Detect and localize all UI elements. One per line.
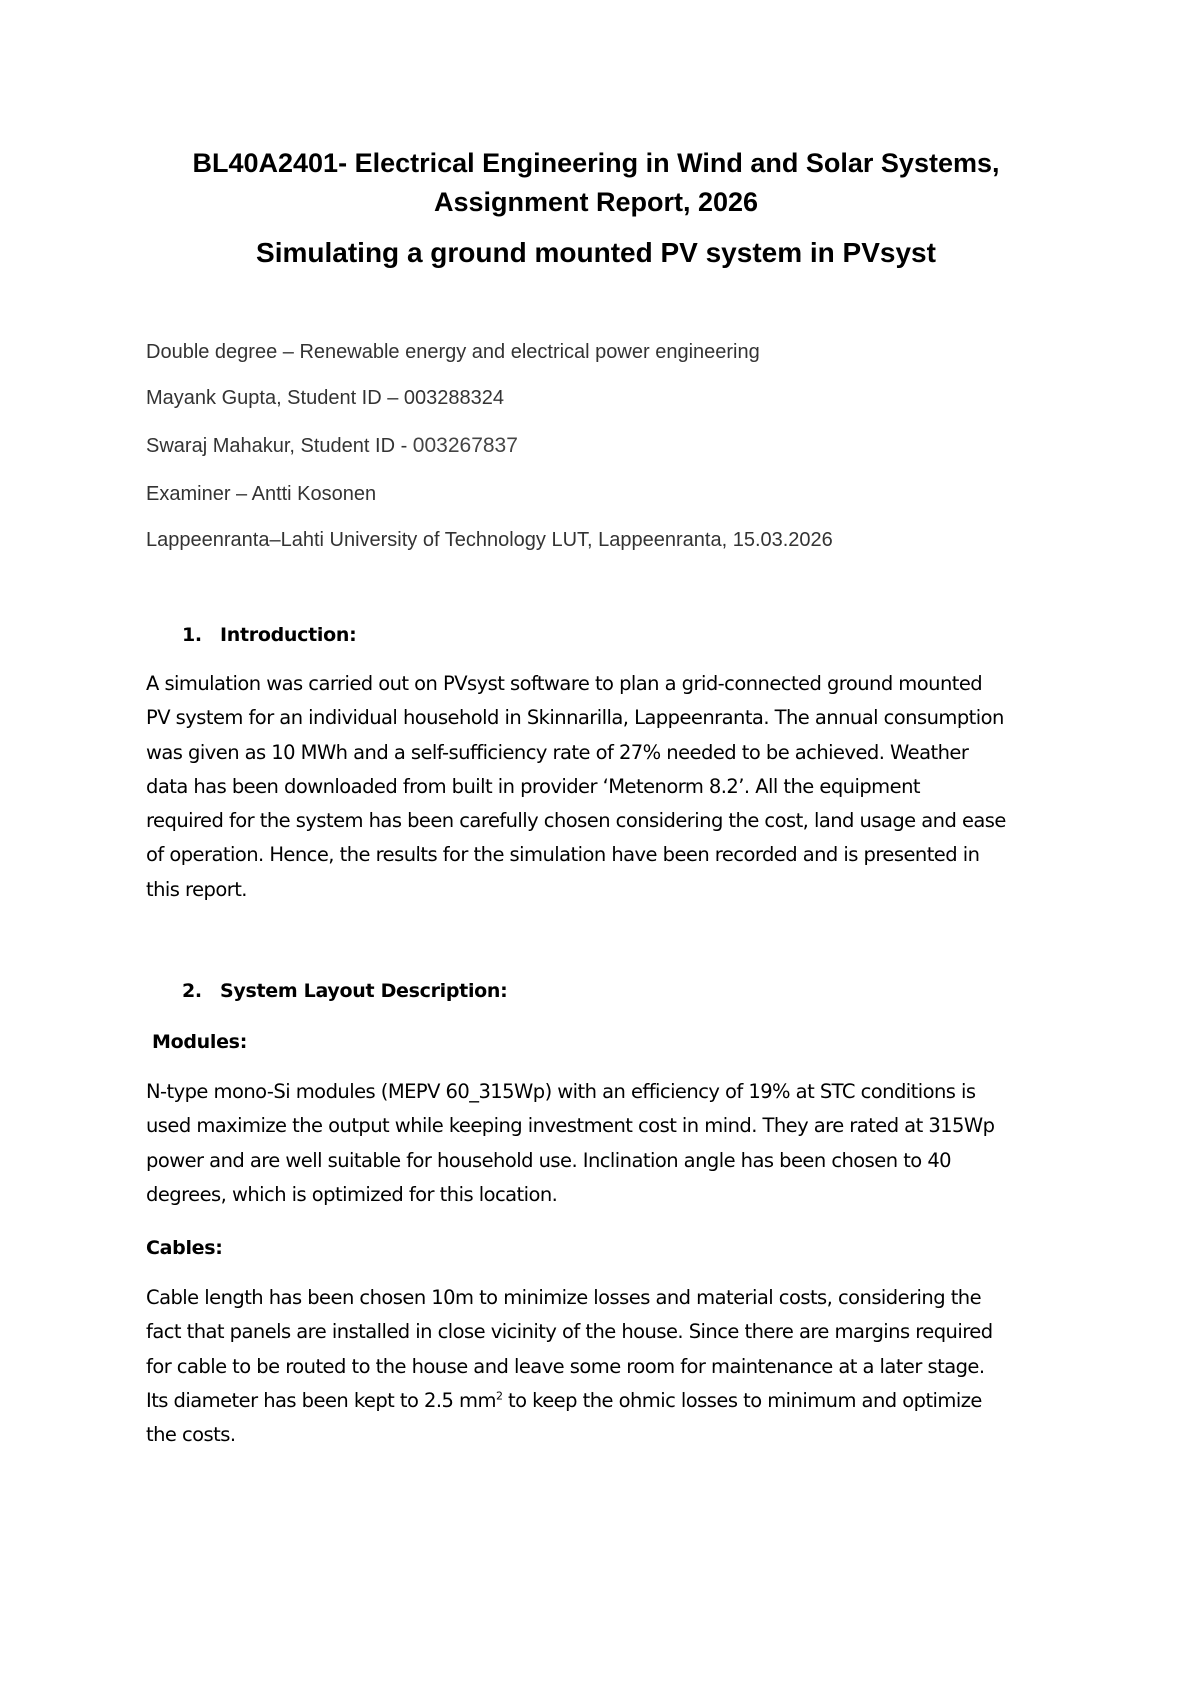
section-title: Introduction: [220,624,357,646]
paragraph-line: required for the system has been carefully chosen considering the cost, land usage and ease [146,809,1006,833]
cables-heading: Cables: [146,1237,223,1259]
modules-paragraph [146,1075,1066,1212]
affiliation-line: Lappeenranta–Lahti University of Technology LUT, Lappeenranta, 15.03.2026 [146,529,833,551]
section-heading [182,978,507,1004]
paragraph-line: data has been downloaded from built in provider ‘Metenorm 8.2’. All the equipment [146,774,920,798]
report-title-line: BL40A2401- Electrical Engineering in Wind and Solar Systems, [192,148,1000,178]
paragraph-line [146,1384,1066,1418]
superscript: 2 [495,1389,503,1403]
section-heading [182,622,356,648]
paragraph-line: N-type mono-Si modules (MEPV 60_315Wp) with an efficiency of 19% at STC conditions is [146,1080,976,1103]
line-text: Its diameter has been kept to 2.5 mm [146,1388,496,1412]
paragraph-line: power and are well suitable for household use. Inclination angle has been chosen to 40 [146,1148,952,1172]
paragraph-line: the costs. [146,1423,236,1447]
paragraph-line: used maximize the output while keeping investment cost in mind. They are rated at 315Wp [146,1114,995,1138]
paragraph-line: of operation. Hence, the results for the simulation have been recorded and is presented in [146,843,980,867]
report-subtitle: Simulating a ground mounted PV system in PVsyst [256,237,936,268]
line-text: to keep the ohmic losses to minimum and optimize [502,1388,982,1412]
cables-paragraph [146,1281,1066,1452]
examiner-line: Examiner – Antti Kosonen [146,483,377,505]
paragraph-line: PV system for an individual household in Skinnarilla, Lappeenranta. The annual consumption [146,706,1004,730]
author-line: Mayank Gupta, Student ID – 003288324 [146,387,505,409]
section-number: 2. [182,980,202,1002]
author-name: Swaraj Mahakur, Student ID - [146,435,413,457]
paragraph-line: degrees, which is optimized for this location. [146,1182,558,1206]
report-title [146,144,1046,222]
paragraph-line: this report. [146,877,247,901]
author-line [146,434,518,458]
modules-heading: Modules: [152,1031,247,1053]
paragraph-line: was given as 10 MWh and a self-sufficiency rate of 27% needed to be achieved. Weather [146,740,969,764]
section-number: 1. [182,624,202,646]
program-line: Double degree – Renewable energy and electrical power engineering [146,341,760,363]
paragraph-line: fact that panels are installed in close vicinity of the house. Since there are margins required [146,1320,993,1344]
paragraph-line: for cable to be routed to the house and leave some room for maintenance at a later stage. [146,1354,985,1378]
report-title-line: Assignment Report, 2026 [433,187,759,217]
paragraph-line: Cable length has been chosen 10m to minimize losses and material costs, considering the [146,1286,982,1309]
intro-paragraph [146,667,1066,907]
student-id: 003267837 [412,434,518,457]
section-title: System Layout Description: [220,980,508,1002]
paragraph-line: A simulation was carried out on PVsyst software to plan a grid-connected ground mounted [146,672,983,695]
